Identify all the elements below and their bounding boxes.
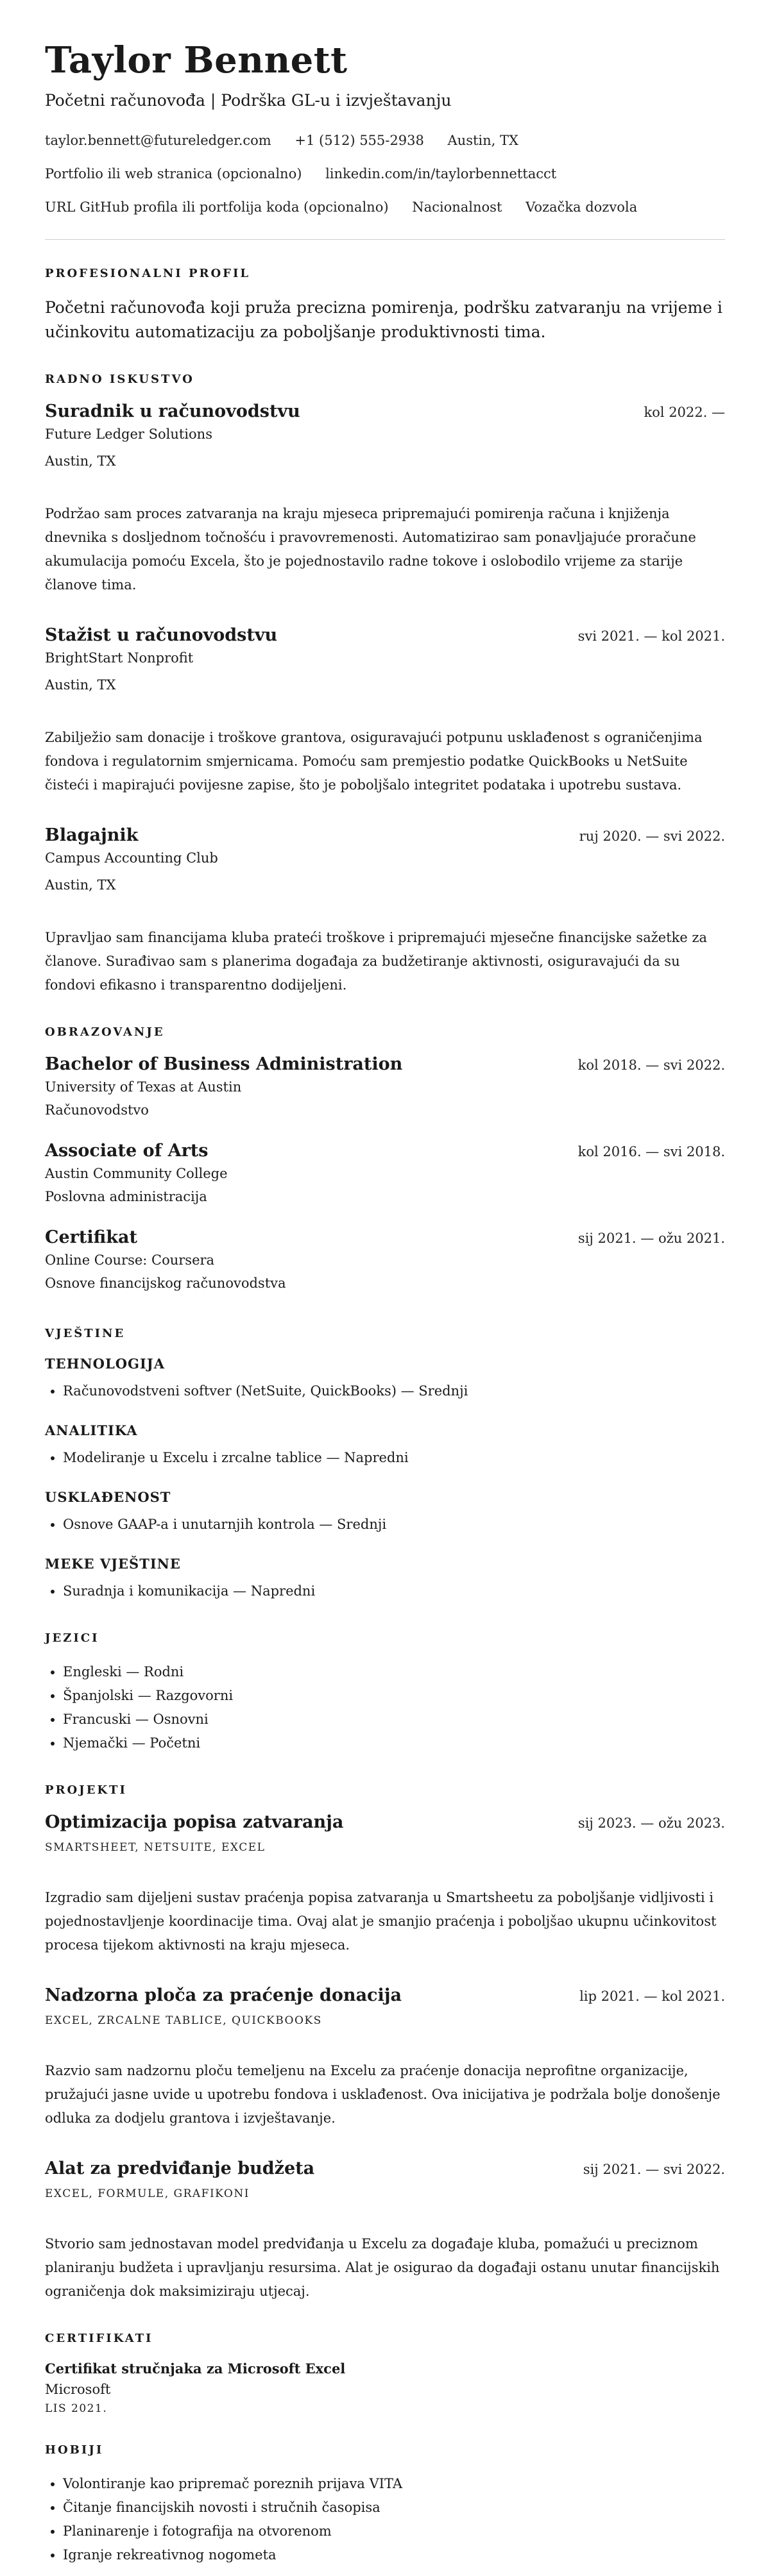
job-location: Austin, TX xyxy=(45,677,116,693)
job-title: Stažist u računovodstvu xyxy=(45,625,278,645)
hobby-item: • Volontiranje kao pripremač poreznih prijava VITA xyxy=(63,2472,725,2496)
project-description: Stvorio sam jednostavan model predviđanja u Excelu za događaje kluba, pomažući u preciznom planiranju budžeta i upravljanju resursima. Alat je osigurao da događaji ostanu unutar financijskih ograničenja dok maksimiziraju utjecaj. xyxy=(45,2236,720,2299)
contact-location: Austin, TX xyxy=(447,133,518,148)
language-item: • Francuski — Osnovni xyxy=(63,1708,725,1731)
hobby-item: • Planinarenje i fotografija na otvorenom xyxy=(63,2520,725,2543)
skills-heading: VJEŠTINE xyxy=(45,1327,126,1340)
job-company: BrightStart Nonprofit xyxy=(45,650,194,666)
contact-row-2 xyxy=(45,165,725,183)
degree-field: Računovodstvo xyxy=(45,1102,149,1118)
certificates-heading: CERTIFIKATI xyxy=(45,2332,153,2345)
school-name: Online Course: Coursera xyxy=(45,1252,215,1268)
project-description: Izgradio sam dijeljeni sustav praćenja popisa zatvaranja u Smartsheetu za poboljšanje vidljivosti i pojednostavljenje koordinacije tima. Ovaj alat je smanjio praćenja i poboljšao ukupnu učinkovitost procesa tijekom aktivnosti na kraju mjeseca. xyxy=(45,1890,717,1953)
project-date: lip 2021. — kol 2021. xyxy=(579,1989,725,2004)
skill-item: • Suradnja i komunikacija — Napredni xyxy=(63,1579,725,1603)
job-location: Austin, TX xyxy=(45,453,116,469)
degree-title: Bachelor of Business Administration xyxy=(45,1054,403,1074)
candidate-title: Početni računovođa | Podrška GL-u i izvještavanju xyxy=(45,91,452,110)
contact-nationality: Nacionalnost xyxy=(412,199,502,215)
header-divider xyxy=(45,239,725,240)
project-description: Razvio sam nadzornu ploču temeljenu na Excelu za praćenje donacija neprofitne organizacije, pružajući jasne uvide u upotrebu fondova i usklađenost. Ova inicijativa je podržala bolje donošenje odluka za dodjelu grantova i izvještavanje. xyxy=(45,2063,721,2126)
education-entry xyxy=(45,1227,725,1292)
degree-title: Associate of Arts xyxy=(45,1141,209,1161)
degree-field: Poslovna administracija xyxy=(45,1189,207,1204)
languages-heading: JEZICI xyxy=(45,1631,99,1645)
profile-summary: Početni računovođa koji pruža precizna pomirenja, podršku zatvaranju na vrijeme i učinkovitu automatizaciju za poboljšanje produktivnosti tima. xyxy=(45,298,723,341)
degree-field: Osnove financijskog računovodstva xyxy=(45,1275,286,1291)
hobby-item: • Čitanje financijskih novosti i stručnih časopisa xyxy=(63,2496,725,2520)
skill-list xyxy=(45,1579,725,1603)
skill-group-title: USKLAĐENOST xyxy=(45,1489,171,1505)
job-date: kol 2022. — xyxy=(644,405,725,420)
skill-item: • Osnove GAAP-a i unutarnjih kontrola — Srednji xyxy=(63,1513,725,1536)
job-title: Suradnik u računovodstvu xyxy=(45,401,300,421)
education-heading: OBRAZOVANJE xyxy=(45,1025,165,1039)
certificate-title: Certifikat stručnjaka za Microsoft Excel xyxy=(45,2361,346,2377)
skill-group-title: ANALITIKA xyxy=(45,1422,138,1438)
project-title: Nadzorna ploča za praćenje donacija xyxy=(45,1985,402,2005)
profile-heading: PROFESIONALNI PROFIL xyxy=(45,267,251,280)
contact-license: Vozačka dozvola xyxy=(526,199,638,215)
contact-portfolio[interactable]: Portfolio ili web stranica (opcionalno) xyxy=(45,166,302,181)
skill-item: • Modeliranje u Excelu i zrcalne tablice — Napredni xyxy=(63,1446,725,1470)
contact-row-1 xyxy=(45,131,725,149)
project-tech: EXCEL, ZRCALNE TABLICE, QUICKBOOKS xyxy=(45,2014,322,2027)
degree-title: Certifikat xyxy=(45,1227,137,1247)
certificate-entry xyxy=(45,2361,725,2415)
job-description: Upravljao sam financijama kluba prateći troškove i pripremajući mjesečne financijske sažetke za članove. Surađivao sam s planerima događaja za budžetiranje aktivnosti, osiguravajući da su fondovi efikasno i transparentno dodijeljeni. xyxy=(45,930,707,993)
job-title: Blagajnik xyxy=(45,825,139,845)
project-date: sij 2021. — svi 2022. xyxy=(583,2162,725,2177)
project-tech: EXCEL, FORMULE, GRAFIKONI xyxy=(45,2187,250,2200)
skill-list xyxy=(45,1513,725,1536)
project-tech: SMARTSHEET, NETSUITE, EXCEL xyxy=(45,1841,266,1854)
skill-item: • Računovodstveni softver (NetSuite, QuickBooks) — Srednji xyxy=(63,1379,725,1403)
project-entry xyxy=(45,1812,725,1957)
contact-phone[interactable]: +1 (512) 555-2938 xyxy=(295,133,424,148)
certificate-issuer: Microsoft xyxy=(45,2382,111,2397)
job-date: ruj 2020. — svi 2022. xyxy=(579,829,725,844)
job-date: svi 2021. — kol 2021. xyxy=(578,628,725,644)
job-company: Future Ledger Solutions xyxy=(45,426,212,442)
project-entry xyxy=(45,1985,725,2130)
language-item: • Španjolski — Razgovorni xyxy=(63,1684,725,1708)
hobbies-heading: HOBIJI xyxy=(45,2443,104,2457)
project-date: sij 2023. — ožu 2023. xyxy=(578,1815,725,1831)
job-description: Podržao sam proces zatvaranja na kraju mjeseca pripremajući pomirenja računa i knjiženja dnevnika s dosljednom točnošću i pravovremenosti. Automatizirao sam ponavljajuće proračune akumulacija pomoću Excela, što je pojednostavilo radne tokove i oslobodilo vrijeme za starije članove tima. xyxy=(45,506,696,593)
experience-entry xyxy=(45,401,725,597)
contact-github[interactable]: URL GitHub profila ili portfolija koda (opcionalno) xyxy=(45,199,389,215)
school-name: Austin Community College xyxy=(45,1166,228,1181)
degree-date: sij 2021. — ožu 2021. xyxy=(578,1231,725,1246)
hobby-item: • Igranje rekreativnog nogometa xyxy=(63,2543,725,2567)
language-list xyxy=(45,1660,725,1755)
contact-linkedin[interactable]: linkedin.com/in/taylorbennettacct xyxy=(325,166,557,181)
experience-heading: RADNO ISKUSTVO xyxy=(45,373,194,386)
skill-group-title: TEHNOLOGIJA xyxy=(45,1356,166,1372)
skill-list xyxy=(45,1379,725,1403)
job-location: Austin, TX xyxy=(45,877,116,893)
language-item: • Njemački — Početni xyxy=(63,1731,725,1755)
candidate-name: Taylor Bennett xyxy=(45,39,348,81)
certificate-date: LIS 2021. xyxy=(45,2402,108,2415)
project-title: Optimizacija popisa zatvaranja xyxy=(45,1812,344,1832)
degree-date: kol 2016. — svi 2018. xyxy=(578,1144,725,1159)
school-name: University of Texas at Austin xyxy=(45,1079,242,1095)
experience-entry xyxy=(45,625,725,797)
education-entry xyxy=(45,1141,725,1206)
language-item: • Engleski — Rodni xyxy=(63,1660,725,1684)
job-description: Zabilježio sam donacije i troškove grantova, osiguravajući potpunu usklađenost s ograničenjima fondova i regulatornim smjernicama. Pomoću sam premjestio podatke QuickBooks u NetSuite čisteći i mapirajući povijesne zapise, što je poboljšalo integritet podataka i upotrebu sustava. xyxy=(45,730,703,793)
contact-row-3 xyxy=(45,198,725,216)
project-entry xyxy=(45,2159,725,2303)
skill-group-title: MEKE VJEŠTINE xyxy=(45,1556,181,1572)
experience-entry xyxy=(45,825,725,997)
degree-date: kol 2018. — svi 2022. xyxy=(578,1057,725,1073)
contact-email[interactable]: taylor.bennett@futureledger.com xyxy=(45,133,271,148)
skill-list xyxy=(45,1446,725,1470)
projects-heading: PROJEKTI xyxy=(45,1783,127,1797)
hobby-list xyxy=(45,2472,725,2567)
project-title: Alat za predviđanje budžeta xyxy=(45,2159,315,2178)
job-company: Campus Accounting Club xyxy=(45,850,218,866)
education-entry xyxy=(45,1054,725,1119)
